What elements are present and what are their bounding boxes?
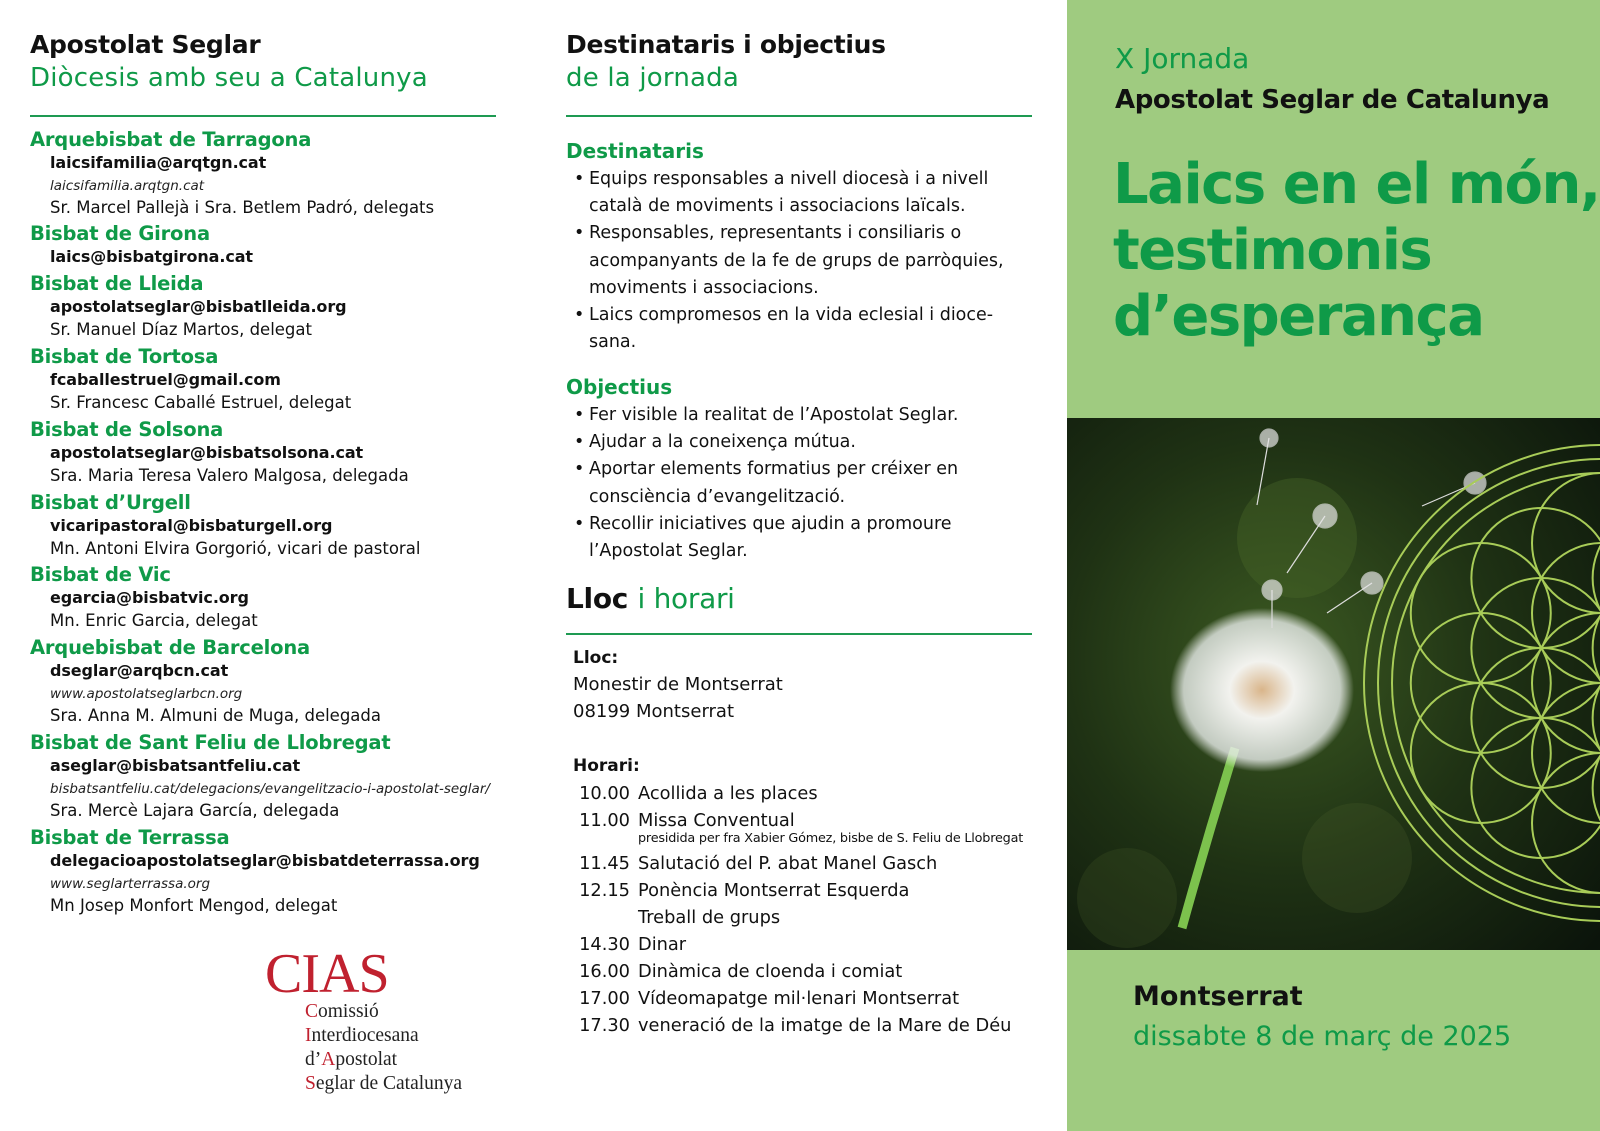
cias-word: nterdiocesana — [311, 1025, 419, 1046]
cias-wordmark: CIAS — [265, 943, 389, 1005]
panel-subtitle: de la jornada — [566, 63, 739, 93]
schedule-row — [572, 850, 1042, 877]
diocese-name: Bisbat de Solsona — [30, 418, 224, 441]
schedule-activity: Ponència Montserrat Esquerda — [638, 880, 910, 901]
diocese-name: Arquebisbat de Barcelona — [30, 636, 310, 659]
bullet-icon: • — [574, 459, 585, 480]
cias-logo — [265, 943, 463, 1096]
bullet-item — [574, 429, 1034, 456]
divider — [566, 633, 1032, 635]
lloc-horari-title — [566, 583, 735, 615]
diocese-email-link[interactable]: laics@bisbatgirona.cat — [50, 247, 253, 266]
cover-panel — [1067, 0, 1600, 1131]
schedule-row — [572, 904, 1042, 931]
schedule-row — [572, 877, 1042, 904]
lloc-label: Lloc: — [573, 648, 619, 668]
bokeh — [1237, 478, 1357, 598]
schedule-time — [572, 904, 630, 931]
schedule-activity: veneració de la imatge de la Mare de Déu — [638, 1015, 1012, 1036]
diocese-name: Bisbat de Girona — [30, 222, 210, 245]
diocese-entry — [30, 345, 510, 414]
bullet-item — [574, 302, 1034, 356]
schedule-time: 11.45 — [579, 853, 630, 874]
objectius-list — [574, 402, 1034, 565]
diocese-website-link[interactable]: www.apostolatseglarbcn.org — [50, 685, 243, 702]
bullet-icon: • — [574, 223, 585, 244]
bullet-text: Recollir iniciatives que ajudin a promoure l’Apostolat Seglar. — [589, 513, 952, 562]
bullet-icon: • — [574, 513, 585, 534]
diocese-name: Bisbat d’Urgell — [30, 491, 191, 514]
diocese-email-link[interactable]: egarcia@bisbatvic.org — [50, 588, 249, 607]
diocese-entry — [30, 563, 510, 632]
bullet-icon: • — [574, 432, 585, 453]
horari-label: Horari: — [573, 756, 640, 776]
cias-word: postolat — [335, 1049, 398, 1070]
cias-word: omissió — [318, 1001, 379, 1022]
event-date: dissabte 8 de març de 2025 — [1133, 1021, 1512, 1052]
diocese-name: Bisbat de Sant Feliu de Llobregat — [30, 731, 391, 754]
schedule-time: 10.00 — [579, 783, 630, 804]
cias-line — [305, 1048, 462, 1072]
diocese-email-link[interactable]: apostolatseglar@bisbatlleida.org — [50, 297, 347, 316]
dandelion-head — [1170, 608, 1354, 772]
diocese-website-link[interactable]: laicsifamilia.arqtgn.cat — [50, 177, 205, 194]
cias-initial: S — [305, 1073, 316, 1094]
cover-photo — [1067, 418, 1600, 950]
address-line: Monestir de Montserrat — [573, 674, 783, 695]
panel-title: Destinataris i objectius — [566, 30, 886, 59]
diocese-name: Bisbat de Terrassa — [30, 826, 230, 849]
diocese-entry — [30, 272, 510, 341]
schedule-row — [572, 931, 1042, 958]
diocese-contact: Sr. Francesc Caballé Estruel, delegat — [50, 392, 352, 412]
bullet-item — [574, 220, 1034, 302]
diocese-entry — [30, 128, 510, 219]
schedule-note: presidida per fra Xabier Gómez, bisbe de S. Feliu de Llobregat — [638, 831, 1024, 846]
diocese-contact: Sr. Manuel Díaz Martos, delegat — [50, 319, 312, 339]
diocese-contact: Mn. Enric Garcia, delegat — [50, 610, 258, 630]
diocese-website-link[interactable]: www.seglarterrassa.org — [50, 875, 211, 892]
headline — [1113, 152, 1600, 350]
schedule-row — [572, 1012, 1042, 1039]
cias-full-name — [305, 1000, 462, 1096]
cias-line — [305, 1072, 462, 1096]
diocese-contact: Sra. Maria Teresa Valero Malgosa, delegada — [50, 465, 409, 485]
bullet-icon: • — [574, 169, 585, 189]
bullet-text: Fer visible la realitat de l’Apostolat Seglar. — [589, 405, 959, 425]
diocese-email-link[interactable]: dseglar@arqbcn.cat — [50, 661, 229, 680]
schedule-time: 16.00 — [579, 961, 630, 982]
objectius-heading: Objectius — [566, 375, 673, 399]
diocese-website-link[interactable]: bisbatsantfeliu.cat/delegacions/evangelitzacio-i-apostolat-seglar/ — [50, 780, 490, 797]
diocese-entry — [30, 491, 510, 560]
cias-initial: A — [321, 1049, 336, 1070]
bullet-item — [574, 456, 1034, 510]
cias-initial: I — [305, 1025, 312, 1046]
bullet-text: Equips responsables a nivell diocesà i a nivell català de moviments i associacions laïcals. — [589, 169, 989, 217]
diocese-contact: Sra. Mercè Lajara García, delegada — [50, 800, 340, 820]
diocese-email-link[interactable]: aseglar@bisbatsantfeliu.cat — [50, 756, 300, 775]
event-place: Montserrat — [1133, 981, 1303, 1012]
schedule-row — [572, 780, 1042, 807]
diocese-entry — [30, 731, 510, 822]
diocese-entry — [30, 222, 510, 269]
schedule-row — [572, 985, 1042, 1012]
diocese-name: Bisbat de Vic — [30, 563, 171, 586]
diocese-email-link[interactable]: vicaripastoral@bisbaturgell.org — [50, 516, 333, 535]
destinataris-heading: Destinataris — [566, 139, 704, 163]
schedule-time: 12.15 — [579, 880, 630, 901]
schedule-time: 14.30 — [579, 934, 630, 955]
diocese-contact: Mn Josep Monfort Mengod, delegat — [50, 895, 338, 915]
diocese-email-link[interactable]: delegacioapostolatseglar@bisbatdeterrassa.org — [50, 851, 480, 870]
divider — [30, 115, 496, 117]
schedule — [572, 780, 1042, 1039]
diocese-email-link[interactable]: laicsifamilia@arqtgn.cat — [50, 153, 267, 172]
schedule-activity: Missa Conventual — [638, 810, 795, 831]
lloc-horari-title-bold: Lloc — [566, 582, 629, 615]
organizer: Apostolat Seglar de Catalunya — [1115, 85, 1550, 115]
bullet-item — [574, 402, 1034, 429]
divider — [566, 115, 1032, 117]
schedule-activity: Treball de grups — [638, 907, 781, 928]
bullet-item — [574, 166, 1034, 220]
dandelion-image — [1067, 418, 1600, 950]
headline-line: Laics en el món, — [1113, 152, 1600, 217]
bullet-icon: • — [574, 305, 585, 326]
headline-line: testimonis — [1113, 218, 1432, 283]
bokeh — [1077, 848, 1177, 948]
cias-initial: C — [305, 1001, 319, 1022]
bullet-text: Laics compromesos en la vida eclesial i dioce-sana. — [589, 305, 994, 353]
diocese-entry — [30, 418, 510, 487]
bullet-text: Ajudar a la coneixença mútua. — [589, 432, 856, 453]
panel-subtitle: Diòcesis amb seu a Catalunya — [30, 63, 428, 93]
edition: X Jornada — [1115, 42, 1250, 75]
schedule-activity: Dinar — [638, 934, 687, 955]
diocese-name: Bisbat de Tortosa — [30, 345, 219, 368]
diocese-contact: Sra. Anna M. Almuni de Muga, delegada — [50, 705, 381, 725]
schedule-time: 17.30 — [579, 1015, 630, 1036]
bullet-text: Responsables, representants i consiliaris o acompanyants de la fe de grups de parròquies, moviments i associacions. — [589, 223, 1004, 298]
schedule-row — [572, 807, 1042, 834]
address-line: 08199 Montserrat — [573, 701, 735, 722]
schedule-time: 11.00 — [579, 810, 630, 831]
cias-word: eglar de Catalunya — [315, 1073, 463, 1094]
diocese-email-link[interactable]: apostolatseglar@bisbatsolsona.cat — [50, 443, 364, 462]
schedule-activity: Vídeomapatge mil·lenari Montserrat — [638, 988, 960, 1009]
schedule-activity: Acollida a les places — [638, 783, 818, 804]
diocese-entry — [30, 636, 510, 727]
panel-title: Apostolat Seglar — [30, 30, 261, 59]
schedule-activity: Salutació del P. abat Manel Gasch — [638, 853, 938, 874]
bokeh — [1302, 803, 1412, 913]
headline-line: d’esperança — [1113, 284, 1484, 349]
lloc-horari-title-rest: i horari — [637, 582, 735, 615]
bullet-item — [574, 511, 1034, 565]
schedule-time: 17.00 — [579, 988, 630, 1009]
lloc-address — [573, 671, 783, 725]
bullet-text: Aportar elements formatius per créixer en consciència d’evangelització. — [589, 459, 959, 507]
schedule-row — [572, 958, 1042, 985]
cias-prefix: d’ — [305, 1049, 322, 1070]
diocese-email-link[interactable]: fcaballestruel@gmail.com — [50, 370, 281, 389]
diocese-name: Bisbat de Lleida — [30, 272, 204, 295]
diocese-entry — [30, 826, 510, 917]
bullet-icon: • — [574, 405, 585, 425]
schedule-activity: Dinàmica de cloenda i comiat — [638, 961, 903, 982]
diocese-contact: Sr. Marcel Pallejà i Sra. Betlem Padró, delegats — [50, 197, 435, 217]
diocese-name: Arquebisbat de Tarragona — [30, 128, 312, 151]
diocese-contact: Mn. Antoni Elvira Gorgorió, vicari de pastoral — [50, 538, 421, 558]
destinataris-list — [574, 166, 1034, 356]
cias-line — [305, 1024, 462, 1048]
